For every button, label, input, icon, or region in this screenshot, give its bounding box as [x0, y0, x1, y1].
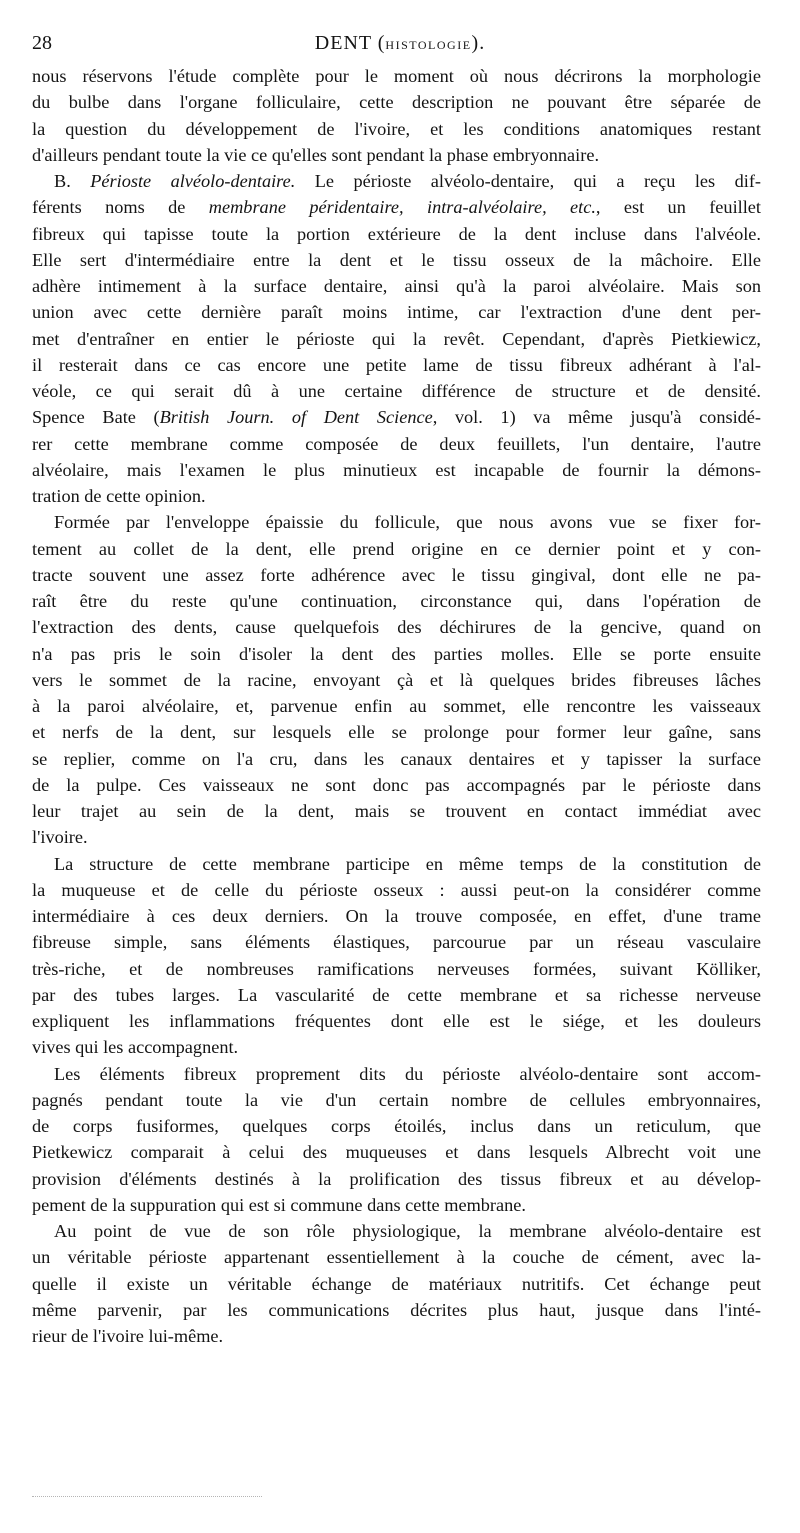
text-line: Au point de vue de son rôle physiologique, la membrane alvéolo-dentaire est: [54, 1221, 761, 1241]
running-title: DENT (histologie).: [314, 32, 486, 54]
text-line: et nerfs de la dent, sur lesquels elle se prolonge pour former leur gaîne, sans: [32, 722, 761, 743]
footer-dotted-rule: [32, 1488, 262, 1497]
text-line: adhère intimement à la surface dentaire, ainsi qu'à la paroi alvéolaire. Mais son: [32, 276, 761, 296]
text-line: nous réservons l'étude complète pour le moment où nous décrirons la morphologie: [32, 66, 761, 86]
text-line: tration de cette opinion.: [32, 486, 206, 506]
text-line: n'a pas pris le soin d'isoler la dent des parties molles. Elle se porte ensuite: [32, 643, 761, 664]
text-line: vers le sommet de la racine, envoyant çà et là quelques brides fibreuses lâches: [32, 669, 761, 690]
text-line: par des tubes larges. La vascularité de cette membrane et sa richesse nerveuse: [32, 984, 761, 1005]
text-line: véole, ce qui serait dû à une certaine différence de structure et de densité.: [32, 381, 761, 401]
text-line: fibreuse simple, sans éléments élastiques, parcourue par un réseau vasculaire: [32, 932, 761, 953]
text-line: alvéolaire, mais l'examen le plus minutieux est incapable de fournir la démons-: [32, 459, 761, 480]
text-line: B. Périoste alvéolo-dentaire. Le périoste alvéolo-dentaire, qui a reçu les dif-: [54, 171, 761, 191]
text-line: pagnés pendant toute la vie d'un certain nombre de cellules embryonnaires,: [32, 1089, 761, 1110]
text-line: tement au collet de la dent, elle prend origine en ce dernier point et y con-: [32, 538, 761, 559]
text-line: tracte souvent une assez forte adhérence avec le tissu gingival, dont elle ne pa-: [32, 564, 761, 585]
page-number: 28: [32, 32, 52, 54]
text-line: Elle sert d'intermédiaire entre la dent et le tissu osseux de la mâchoire. Elle: [32, 249, 761, 270]
text-line: un véritable périoste appartenant essentiellement à la couche de cément, avec la-: [32, 1247, 761, 1268]
text-line: de corps fusiformes, quelques corps étoilés, inclus dans un reticulum, que: [32, 1116, 761, 1136]
text-line: vives qui les accompagnent.: [32, 1037, 239, 1058]
text-line: Formée par l'enveloppe épaissie du follicule, que nous avons vue se fixer for-: [54, 512, 761, 533]
text-line: rer cette membrane comme composée de deux feuillets, l'un dentaire, l'autre: [32, 433, 761, 454]
text-line: l'ivoire.: [32, 827, 88, 848]
text-line: fibreux qui tapisse toute la portion extérieure de la dent incluse dans l'alvéole.: [32, 223, 761, 244]
text-line: très-riche, et de nombreuses ramifications nerveuses formées, suivant Kölliker,: [32, 958, 761, 979]
section-heading: Périoste alvéolo-dentaire.: [90, 171, 296, 191]
text-line: pement de la suppuration qui est si commune dans cette membrane.: [32, 1194, 526, 1215]
text-line: la question du développement de l'ivoire, et les conditions anatomiques restant: [32, 118, 761, 139]
running-header: [32, 30, 768, 56]
text-line: union avec cette dernière paraît moins intime, car l'extraction d'une dent per-: [32, 302, 761, 323]
header-subtitle: histologie: [385, 34, 472, 53]
text-line: férents noms de membrane péridentaire, intra-alvéolaire, etc., est un feuillet: [32, 197, 761, 218]
text-line: expliquent les inflammations fréquentes dont elle est le siége, et les douleurs: [32, 1011, 761, 1031]
text-line: d'ailleurs pendant toute la vie ce qu'elles sont pendant la phase embryonnaire.: [32, 144, 600, 165]
text-line: leur trajet au sein de la dent, mais se trouvent en contact immédiat avec: [32, 801, 761, 821]
text-line: quelle il existe un véritable échange de matériaux nutritifs. Cet échange peut: [32, 1273, 761, 1294]
text-line: rieur de l'ivoire lui-même.: [32, 1326, 224, 1346]
text-line: même parvenir, par les communications décrites plus haut, jusque dans l'inté-: [32, 1299, 761, 1320]
text-line: à la paroi alvéolaire, et, parvenue enfin au sommet, elle rencontre les vaisseaux: [32, 696, 761, 716]
header-title: DENT: [314, 32, 372, 54]
text-line: intermédiaire à ces deux derniers. On la trouve composée, en effet, d'une trame: [32, 906, 761, 926]
text-line: se replier, comme on l'a cru, dans les canaux dentaires et y tapisser la surface: [32, 748, 761, 769]
text-line: la muqueuse et de celle du périoste osseux : aussi peut-on la considérer comme: [32, 879, 761, 900]
text-line: de la pulpe. Ces vaisseaux ne sont donc pas accompagnés par le périoste dans: [32, 774, 761, 795]
text-line: l'extraction des dents, cause quelquefois des déchirures de la gencive, quand on: [32, 617, 761, 638]
text-line: provision d'éléments destinés à la prolification des tissus fibreux et au dévelop-: [32, 1168, 761, 1189]
text-line: Spence Bate (British Journ. of Dent Science, vol. 1) va même jusqu'à considé-: [32, 407, 761, 428]
text-line: La structure de cette membrane participe en même temps de la constitution de: [54, 853, 761, 874]
article-body: [32, 63, 761, 1349]
text-line: Les éléments fibreux proprement dits du périoste alvéolo-dentaire sont accom-: [54, 1063, 761, 1084]
text-line: met d'entraîner en entier le périoste qui la revêt. Cependant, d'après Pietkiewicz,: [32, 328, 761, 349]
text-line: du bulbe dans l'organe folliculaire, cette description ne pouvant être séparée de: [32, 92, 761, 113]
text-line: Pietkewicz comparait à celui des muqueuses et dans lesquels Albrecht voit une: [32, 1142, 761, 1163]
text-line: il resterait dans ce cas encore une petite lame de tissu fibreux adhérant à l'al-: [32, 354, 761, 375]
text-line: raît être du reste qu'une continuation, circonstance qui, dans l'opération de: [32, 591, 761, 611]
